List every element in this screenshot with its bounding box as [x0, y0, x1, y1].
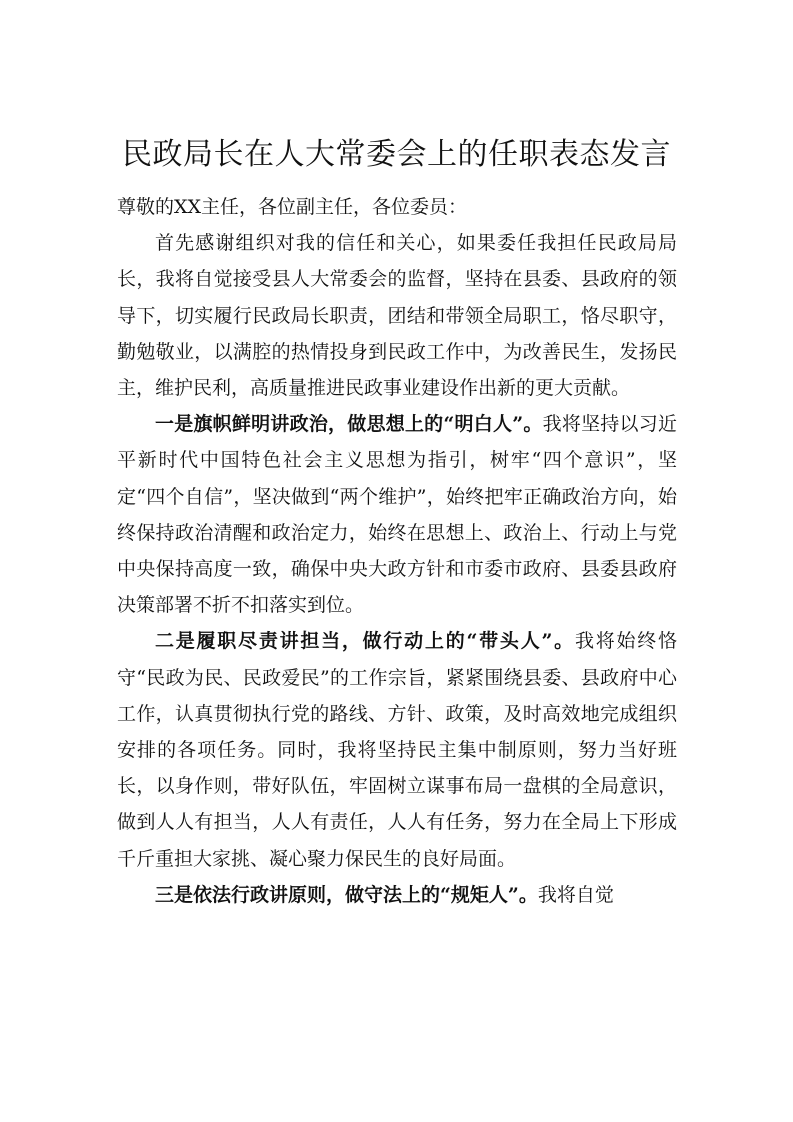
paragraph-lead: 二是履职尽责讲担当，做行动上的“带头人”。	[155, 630, 575, 653]
paragraph-text: 我将坚持以习近平新时代中国特色社会主义思想为指引，树牢“四个意识”，坚定“四个自信”，坚决做到“两个维护”，始终把牢正确政治方向，始终保持政治清醒和政治定力，始终在思想上、政治上、行动上与党中央保持高度一致，确保中央大政方针和市委市政府、县委县政府决策部署不折不扣落实到位。	[117, 413, 677, 617]
paragraph-point-three	[117, 877, 677, 913]
paragraph-intro	[117, 225, 677, 406]
paragraph-lead: 三是依法行政讲原则，做守法上的“规矩人”。	[155, 883, 538, 906]
paragraph-text: 我将始终恪守“民政为民、民政爱民”的工作宗旨，紧紧围绕县委、县政府中心工作，认真贯彻执行党的路线、方针、政策，及时高效地完成组织安排的各项任务。同时，我将坚持民主集中制原则，努力当好班长，以身作则，带好队伍，牢固树立谋事布局一盘棋的全局意识，做到人人有担当，人人有责任，人人有任务，努力在全局上下形成千斤重担大家挑、凝心聚力保民生的良好局面。	[117, 630, 677, 870]
document-body	[117, 189, 677, 913]
paragraph-point-one	[117, 406, 677, 623]
paragraph-lead: 一是旗帜鲜明讲政治，做思想上的“明白人”。	[155, 413, 543, 436]
salutation: 尊敬的XX主任，各位副主任，各位委员：	[117, 196, 468, 218]
paragraph-text: 我将自觉	[537, 883, 614, 906]
document-title: 民政局长在人大常委会上的任职表态发言	[122, 137, 671, 172]
paragraph-point-two	[117, 623, 677, 876]
paragraph-text: 首先感谢组织对我的信任和关心，如果委任我担任民政局局长，我将自觉接受县人大常委会的监督，坚持在县委、县政府的领导下，切实履行民政局长职责，团结和带领全局职工，恪尽职守，勤勉敬业，以满腔的热情投身到民政工作中，为改善民生，发扬民主，维护民利，高质量推进民政事业建设作出新的更大贡献。	[117, 232, 677, 400]
